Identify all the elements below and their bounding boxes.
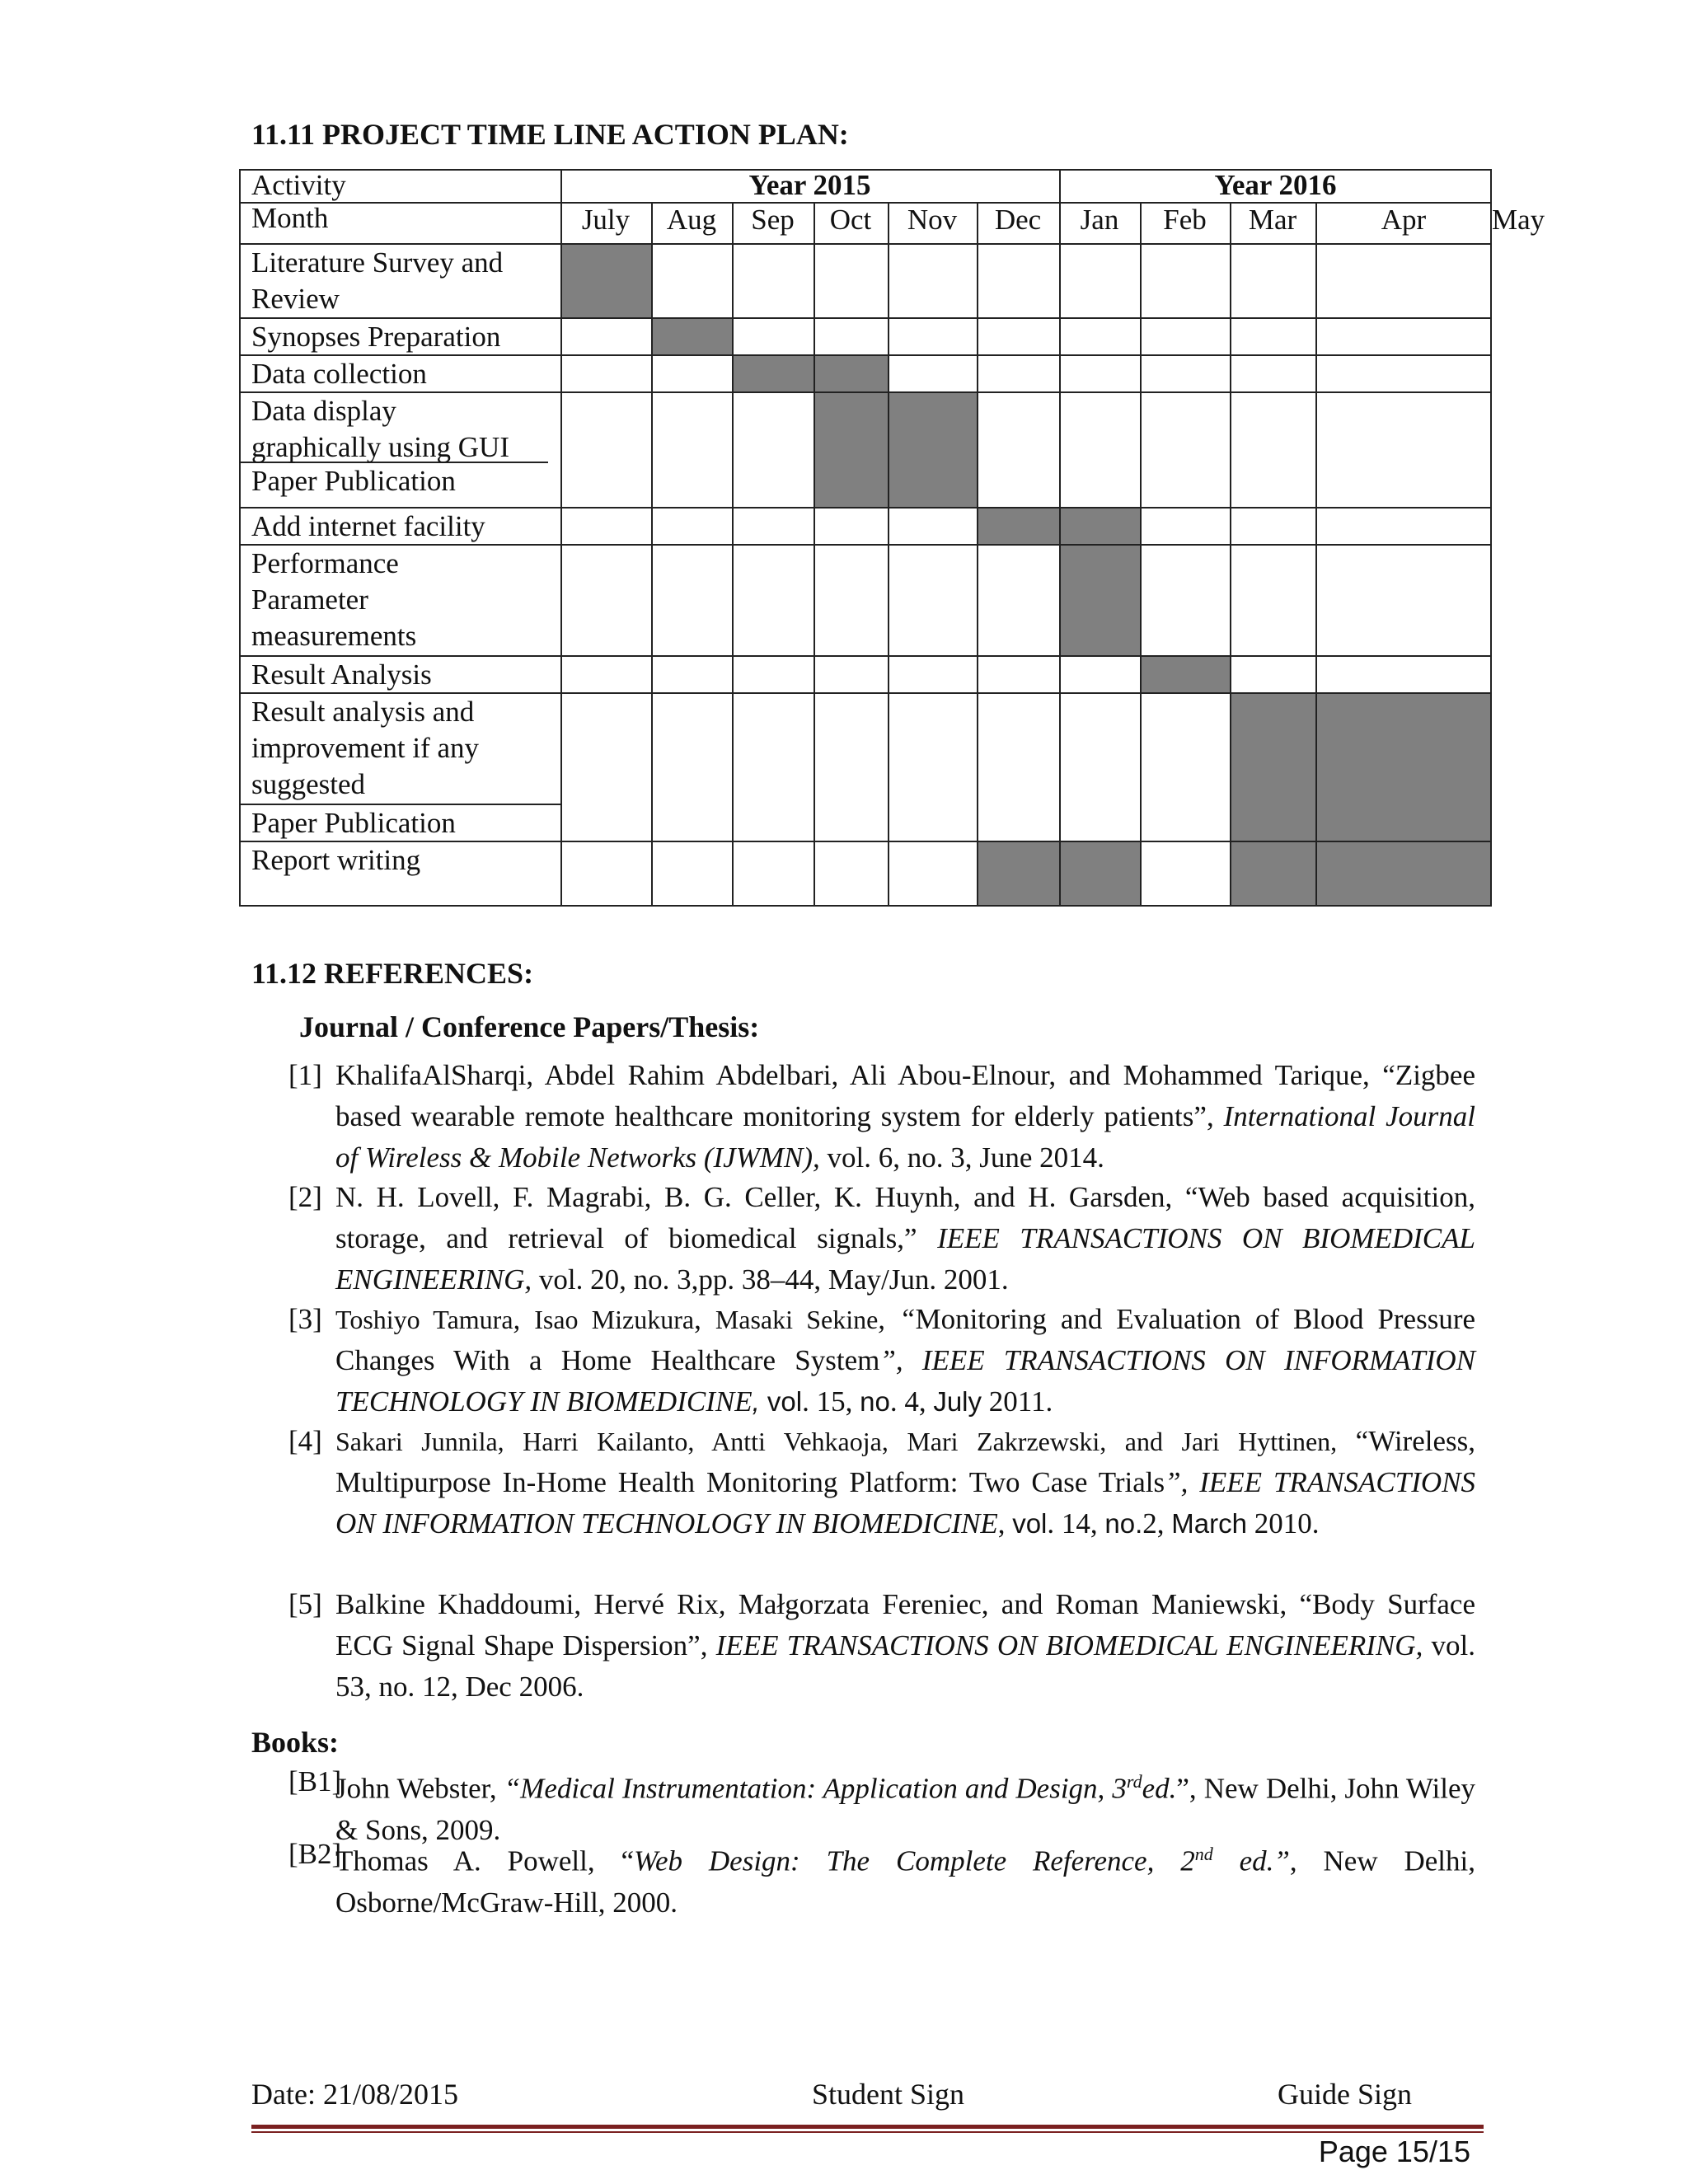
table-col-line [1230, 202, 1231, 907]
reference-text-part: , New Delhi, Osborne/McGraw-Hill, 2000. [335, 1844, 1475, 1919]
gantt-bar-11-jan [1059, 841, 1140, 907]
reference-number: [5] [288, 1588, 322, 1620]
table-col-line [1315, 202, 1317, 907]
timeline-table [239, 169, 1545, 907]
month-aug: Aug [666, 204, 717, 236]
month-sep: Sep [751, 204, 795, 236]
reference-text-part: IEEE TRANSACTIONS ON BIOMEDICAL ENGINEERING, [715, 1629, 1423, 1661]
activity-label-1: Literature Survey and [251, 246, 504, 279]
reference-text [335, 1055, 1475, 1179]
activity-label-4: Data display [251, 395, 396, 427]
month-nov: Nov [907, 204, 958, 236]
gantt-bar-11-mar [1230, 841, 1315, 907]
gantt-bar-4-oct [814, 391, 888, 507]
month-apr: Apr [1381, 204, 1427, 236]
reference-number: [2] [288, 1181, 322, 1213]
activity-label-9: Result analysis and [251, 696, 475, 728]
reference-text-part: Małgorzata Fereniec, and Roman Maniewski, “Body Surface ECG Signal Shape Dispersion”, [335, 1588, 1475, 1661]
table-col-line [651, 202, 653, 907]
reference-text-part: KhalifaAlSharqi, Abdel Rahim Abdelbari, Ali Abou-Elnour, and Mohammed Tarique, “Zigbee based wearable remote healthcare monitoring system for elderly patients”, [335, 1059, 1475, 1132]
reference-text-part: 2010. [1246, 1507, 1320, 1540]
table-col-line [977, 202, 978, 907]
reference-text-part: ”, New Delhi, John Wiley & Sons, 2009. [335, 1772, 1475, 1846]
reference-text-part: rd [1126, 1771, 1142, 1792]
activity-label-4: graphically using GUI [251, 431, 509, 463]
footer-guide-sign: Guide Sign [1278, 2078, 1413, 2111]
timeline-heading: 11.11 PROJECT TIME LINE ACTION PLAN: [251, 118, 849, 151]
table-col-line [814, 202, 815, 907]
reference-text-part: IEEE TRANSACTIONS ON BIOMEDICAL ENGINEERING, [335, 1222, 1475, 1296]
reference-text-part: , [718, 1588, 726, 1620]
footer-student-sign: Student Sign [812, 2078, 965, 2111]
gantt-bar-11-apr [1315, 841, 1492, 907]
books-heading: Books: [251, 1726, 340, 1759]
activity-label-3: Data collection [251, 358, 427, 390]
reference-text-part: Monitoring and Evaluation of Blood Pressure Changes With a Home Healthcare System [335, 1303, 1476, 1376]
month-jan: Jan [1080, 204, 1119, 236]
activity-label-9: suggested [251, 768, 366, 800]
gantt-bar-8-feb [1140, 655, 1230, 692]
gantt-bar-9-mar [1230, 692, 1315, 841]
reference-text-part: John Webster, [335, 1772, 504, 1805]
year-2016-header: Year 2016 [1214, 169, 1337, 201]
table-col-line [560, 169, 562, 907]
reference-text-part: Web Design: The Complete Reference, 2 [634, 1844, 1195, 1877]
reference-text-part: “Medical Instrumentation: Application and Design, 3 [504, 1772, 1127, 1805]
reference-text-part: ed. [1142, 1772, 1177, 1805]
table-col-line [1140, 202, 1142, 907]
reference-text-part: N. H. Lovell, F. Magrabi, B. G. Celler, K. Huynh, and H. Garsden, “Web based acquisition, storage, and retrieval of biomedical signals,” [335, 1181, 1475, 1254]
reference-text-part: , [997, 1507, 1013, 1540]
reference-text-part: . 4, [889, 1385, 934, 1418]
month-july: July [581, 204, 631, 236]
reference-text-part: , [752, 1386, 767, 1417]
reference-text-part: “Wireless, Multipurpose In-Home Health Monitoring Platform: Two Case Trials [335, 1425, 1475, 1498]
table-border-left [239, 169, 241, 907]
reference-text-part: International Journal of Wireless & Mobile Networks (IJWMN), [335, 1100, 1475, 1174]
reference-number: [1] [288, 1059, 322, 1091]
gantt-bar-3-oct [814, 354, 888, 391]
month-header: Month [251, 202, 329, 234]
table-col-line [732, 202, 734, 907]
activity-label-1: Review [251, 283, 340, 315]
reference-text-part: , “ [878, 1303, 916, 1335]
reference-number: [B1] [288, 1765, 342, 1797]
reference-item [288, 1177, 1475, 1301]
reference-text-part: Sakari Junnila, Harri Kailanto, Antti Vehkaoja, Mari Zakrzewski, and Jari Hyttinen, [335, 1427, 1356, 1456]
reference-text-part: , [513, 1303, 535, 1335]
page-number: Page 15/15 [1318, 2135, 1470, 2168]
reference-item [288, 1584, 1475, 1708]
reference-text [335, 1834, 1475, 1924]
footer-rule [251, 2125, 1484, 2129]
reference-text-part: Thomas A. Powell, “ [335, 1844, 635, 1877]
reference-text-part: Balkine Khaddoumi, Hervé Rix [335, 1588, 719, 1620]
reference-text-part: nd [1194, 1844, 1213, 1864]
activity-label-7: Parameter [251, 583, 368, 616]
reference-text-part: ”, IEEE TRANSACTIONS ON INFORMATION TECHNOLOGY IN BIOMEDICINE [335, 1344, 1475, 1418]
gantt-bar-3-sep [732, 354, 814, 391]
reference-text-part: March [1171, 1508, 1247, 1539]
reference-text-part: 2011. [982, 1385, 1053, 1418]
activity-label-5: Paper Publication [251, 465, 456, 497]
reference-text-part: . 14, [1047, 1507, 1105, 1540]
month-dec: Dec [994, 204, 1042, 236]
footer-rule-thin [251, 2131, 1484, 2133]
activity-label-10: Paper Publication [251, 807, 456, 839]
table-row-line [239, 391, 1492, 393]
journal-subheading: Journal / Conference Papers/Thesis: [299, 1010, 760, 1043]
reference-text-part: ed.” [1212, 1844, 1290, 1877]
reference-text-part: vol [767, 1386, 803, 1417]
reference-text-part: vol. 6, no. 3, June 2014. [819, 1141, 1104, 1174]
gantt-bar-9-apr [1315, 692, 1492, 841]
reference-number: [3] [288, 1303, 322, 1335]
reference-text-part: Isao Mizukura [534, 1305, 695, 1334]
gantt-bar-7-jan [1059, 544, 1140, 655]
table-border-right [1490, 169, 1492, 907]
activity-label-6: Add internet facility [251, 510, 485, 542]
reference-text-part: 2, [1142, 1507, 1172, 1540]
activity-header: Activity [251, 169, 346, 201]
reference-text-part: no [860, 1386, 890, 1417]
gantt-bar-4-nov [888, 391, 977, 507]
reference-item [288, 1834, 1475, 1924]
reference-text-part: vol [1012, 1508, 1048, 1539]
reference-text-part: Masaki Sekine [715, 1305, 879, 1334]
reference-number: [B2] [288, 1838, 342, 1870]
reference-text [335, 1421, 1475, 1544]
activity-label-9: improvement if any [251, 732, 480, 764]
gantt-bar-1-july [560, 243, 651, 317]
month-may: May [1492, 204, 1545, 236]
activity-label-7: Performance [251, 547, 399, 579]
reference-text-part: vol. 20, no. 3,pp. 38–44, May/Jun. 2001. [532, 1263, 1009, 1296]
reference-number: [4] [288, 1425, 322, 1457]
year-2015-header: Year 2015 [748, 169, 871, 201]
activity-label-11: Report writing [251, 844, 421, 876]
table-col-line [888, 202, 889, 907]
reference-item [288, 1055, 1475, 1179]
month-feb: Feb [1163, 204, 1207, 236]
reference-text-part: July [933, 1386, 982, 1417]
activity-label-2: Synopses Preparation [251, 321, 501, 353]
reference-item [288, 1299, 1475, 1422]
reference-text-part: , [694, 1303, 715, 1335]
reference-text [335, 1177, 1475, 1301]
reference-text [335, 1584, 1475, 1708]
month-oct: Oct [829, 204, 872, 236]
table-border-bottom [239, 905, 1492, 907]
gantt-bar-6-dec [977, 507, 1059, 544]
activity-label-8: Result Analysis [251, 658, 432, 691]
reference-item [288, 1421, 1475, 1544]
reference-text-part: . 15, [802, 1385, 860, 1418]
reference-text-part: Toshiyo Tamura [335, 1305, 513, 1334]
activity-label-7: measurements [251, 620, 417, 652]
reference-text-part: ”, IEEE TRANSACTIONS ON INFORMATION TECHNOLOGY IN BIOMEDICINE [335, 1466, 1475, 1540]
table-col-line [1059, 169, 1061, 907]
footer-date: Date: 21/08/2015 [251, 2078, 458, 2111]
gantt-bar-11-dec [977, 841, 1059, 907]
reference-text [335, 1299, 1475, 1422]
gantt-bar-6-jan [1059, 507, 1140, 544]
month-mar: Mar [1248, 204, 1297, 236]
reference-text-part: vol. 53, no. 12, Dec 2006. [335, 1629, 1475, 1703]
references-heading: 11.12 REFERENCES: [251, 957, 534, 990]
gantt-bar-2-aug [651, 317, 732, 354]
reference-text-part: no. [1104, 1508, 1143, 1539]
